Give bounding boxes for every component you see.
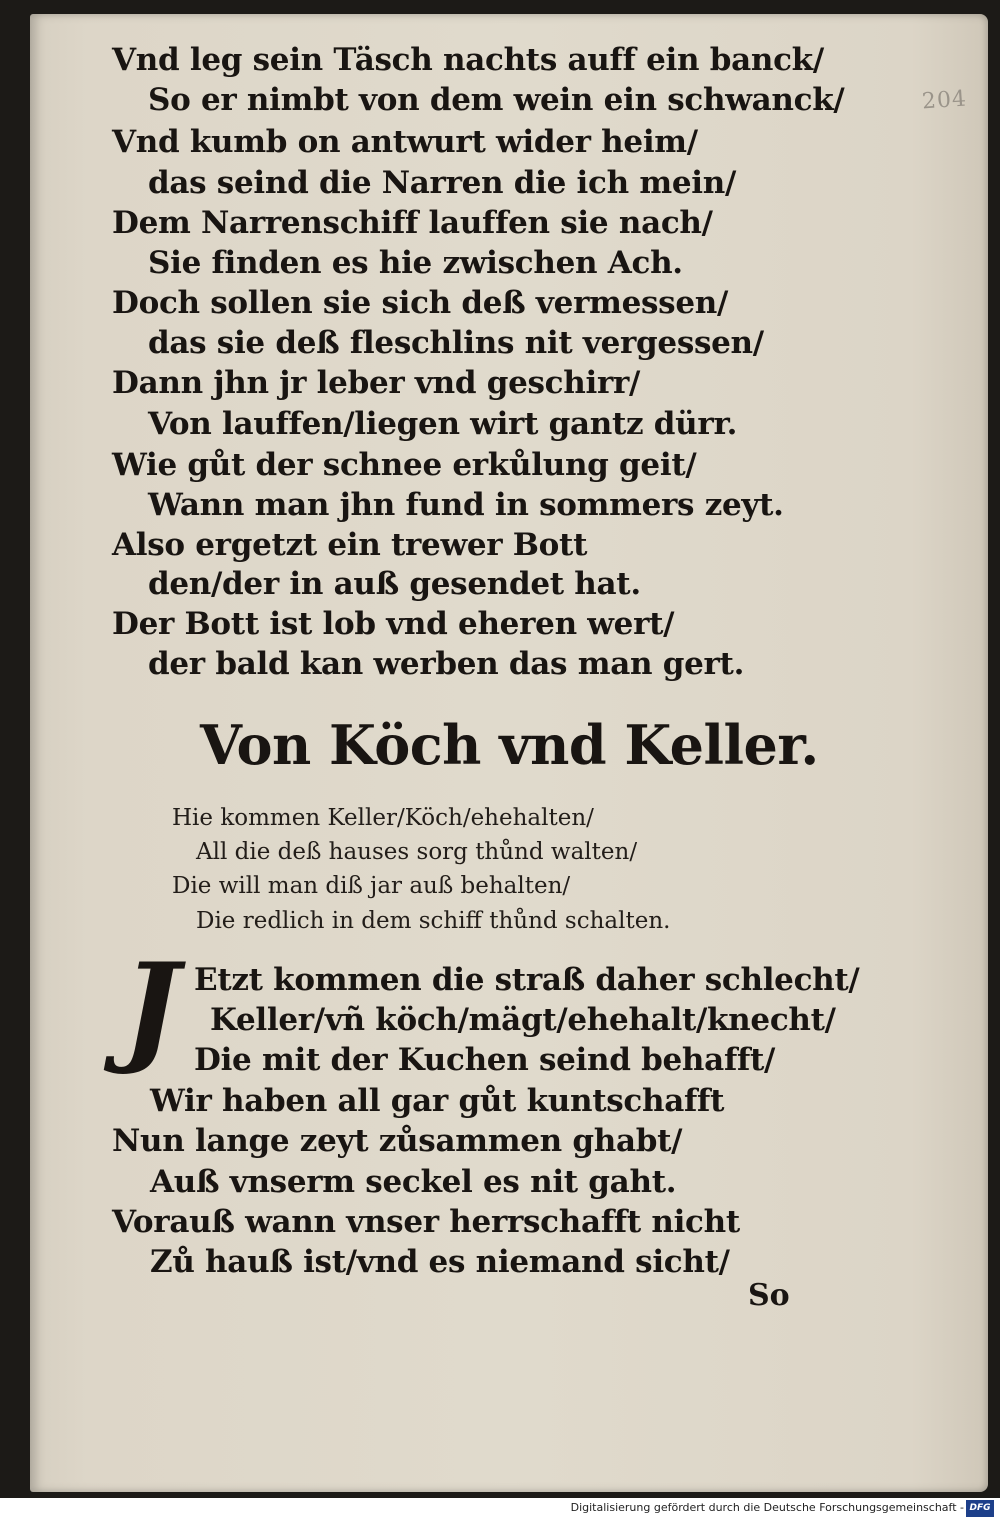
verse-line: So er nimbt von dem wein ein schwanck/ — [148, 82, 845, 118]
verse-line: der bald kan werben das man gert. — [148, 646, 745, 682]
chapter-title: Von Köch vnd Keller. — [200, 713, 819, 777]
catchword: So — [748, 1278, 790, 1313]
verse-line: Wir haben all gar gůt kuntschafft — [150, 1083, 725, 1119]
verse-line: das seind die Narren die ich mein/ — [148, 165, 736, 201]
verse-line: Keller/vñ köch/mägt/ehehalt/knecht/ — [210, 1002, 836, 1038]
verse-line: Also ergetzt ein trewer Bott — [112, 527, 588, 563]
verse-line: den/der in auß gesendet hat. — [148, 566, 641, 602]
verse-line: Nun lange zeyt zůsammen ghabt/ — [112, 1123, 683, 1159]
verse-line: Der Bott ist lob vnd eheren wert/ — [112, 606, 675, 642]
verse-line: Vorauß wann vnser herrschafft nicht — [112, 1204, 740, 1240]
verse-line: Dann jhn jr leber vnd geschirr/ — [112, 365, 641, 401]
verse-line: Etzt kommen die straß daher schlecht/ — [194, 962, 860, 998]
verse-line: Vnd leg sein Täsch nachts auff ein banck/ — [112, 42, 824, 78]
verse-line: Dem Narrenschiff lauffen sie nach/ — [112, 205, 713, 241]
decorated-initial: J — [122, 937, 180, 1078]
verse-line: Die mit der Kuchen seind behafft/ — [194, 1042, 776, 1078]
motto-line: Die will man diß jar auß behalten/ — [172, 873, 571, 899]
verse-line: Wie gůt der schnee erkůlung geit/ — [112, 447, 697, 483]
dfg-logo-icon: DFG — [966, 1500, 994, 1517]
motto-line: Die redlich in dem schiff thůnd schalten. — [196, 908, 671, 934]
verse-line: Auß vnserm seckel es nit gaht. — [150, 1164, 677, 1200]
footer-credit: Digitalisierung gefördert durch die Deutsche Forschungsgemeinschaft - — [570, 1501, 964, 1514]
verse-line: das sie deß fleschlins nit vergessen/ — [148, 325, 764, 361]
verse-line: Sie finden es hie zwischen Ach. — [148, 245, 683, 281]
motto-line: Hie kommen Keller/Köch/ehehalten/ — [172, 805, 594, 831]
motto-line: All die deß hauses sorg thůnd walten/ — [196, 839, 638, 865]
verse-line: Vnd kumb on antwurt wider heim/ — [112, 124, 698, 160]
footer-bar — [0, 1498, 1000, 1518]
verse-line: Wann man jhn fund in sommers zeyt. — [148, 487, 784, 523]
verse-line: Von lauffen/liegen wirt gantz dürr. — [148, 406, 738, 442]
folio-number: 204 — [921, 86, 968, 115]
verse-line: Zů hauß ist/vnd es niemand sicht/ — [150, 1244, 730, 1280]
verse-line: Doch sollen sie sich deß vermessen/ — [112, 285, 729, 321]
